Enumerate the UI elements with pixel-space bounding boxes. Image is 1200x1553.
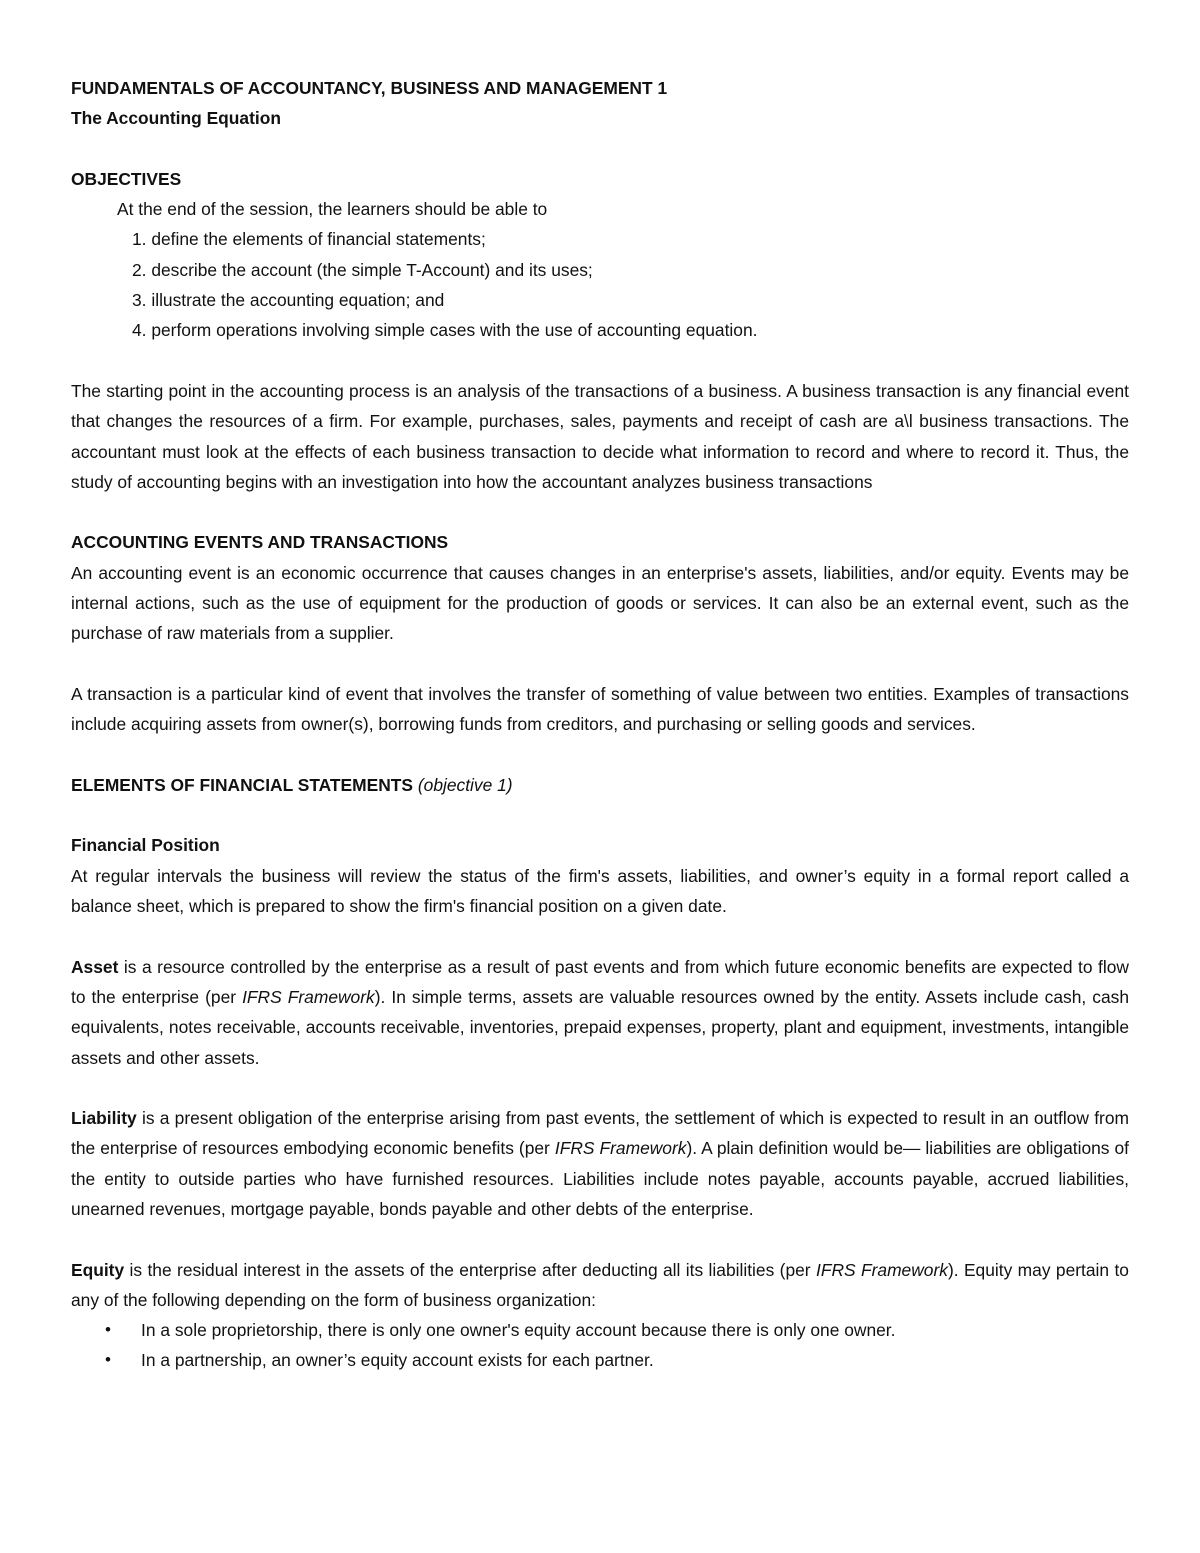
elements-heading-note: (objective 1) xyxy=(417,774,513,795)
spacer xyxy=(71,497,1129,527)
equity-paragraph xyxy=(71,1255,1129,1316)
equity-term: Equity xyxy=(71,1259,125,1280)
asset-text: is a resource controlled by the enterprise as a result of past events and from which future economic benefits are expected to flow to the enterprise (per xyxy=(71,956,1129,1007)
objective-item: 2. describe the account (the simple T-Account) and its uses; xyxy=(132,259,593,280)
transaction-paragraph: A transaction is a particular kind of event that involves the transfer of something of value between two entities. Examples of transactions include acquiring assets from owner(s), borrowing funds from creditors, and purchasing or selling goods and services. xyxy=(71,683,1129,735)
list-item xyxy=(71,1345,1129,1375)
asset-term: Asset xyxy=(71,956,119,977)
spacer xyxy=(71,740,1129,770)
spacer xyxy=(71,800,1129,830)
financial-position-heading: Financial Position xyxy=(71,835,220,856)
objectives-intro: At the end of the session, the learners should be able to xyxy=(117,199,548,220)
document-title: FUNDAMENTALS OF ACCOUNTANCY, BUSINESS AND MANAGEMENT 1 xyxy=(71,78,668,98)
events-heading: ACCOUNTING EVENTS AND TRANSACTIONS xyxy=(71,532,449,553)
objective-item: 4. perform operations involving simple cases with the use of accounting equation. xyxy=(132,320,758,341)
asset-paragraph xyxy=(71,952,1129,1073)
elements-heading xyxy=(71,770,1129,800)
liability-text: is a present obligation of the enterprise arising from past events, the settlement of which is expected to result in an outflow from the enterprise of resources embodying economic benefits (per xyxy=(71,1108,1129,1159)
bullet-icon: • xyxy=(105,1350,111,1370)
equity-bullet-list xyxy=(71,1315,1129,1376)
list-item xyxy=(71,1315,1129,1345)
asset-text-continued: ). In simple terms, assets are valuable resources owned by the entity. Assets include cash, cash equivalents, notes receivable, accounts receivable, inventories, prepaid expenses, property, plant and equipment, investments, intangible assets and other assets. xyxy=(71,986,1130,1068)
events-paragraph: An accounting event is an economic occurrence that causes changes in an enterprise's assets, liabilities, and/or equity. Events may be internal actions, such as the use of equipment for the production of goods or services. It can also be an external event, such as the purchase of raw materials from a supplier. xyxy=(71,562,1129,644)
liability-term: Liability xyxy=(71,1108,137,1129)
financial-position-paragraph: At regular intervals the business will review the status of the firm's assets, liabilities, and owner’s equity in a formal report called a balance sheet, which is prepared to show the firm's financial position on a given date. xyxy=(71,865,1129,917)
framework-reference: IFRS Framework xyxy=(242,986,375,1007)
bullet-text: In a partnership, an owner’s equity account exists for each partner. xyxy=(141,1350,654,1371)
equity-text: is the residual interest in the assets of the enterprise after deducting all its liabilities (per xyxy=(124,1259,816,1280)
objectives-list xyxy=(71,224,1129,345)
equity-text-continued: ). Equity may pertain to any of the following depending on the form of business organization: xyxy=(71,1259,1129,1310)
framework-reference: IFRS Framework xyxy=(815,1259,948,1280)
objective-item: 1. define the elements of financial statements; xyxy=(132,229,486,250)
spacer xyxy=(71,1224,1129,1254)
liability-paragraph xyxy=(71,1103,1129,1224)
spacer xyxy=(71,1073,1129,1103)
objective-item: 3. illustrate the accounting equation; and xyxy=(132,290,445,311)
liability-text-continued: ). A plain definition would be— liabilities are obligations of the entity to outside parties who have furnished resources. Liabilities include notes payable, accounts payable, accrued liabilities, unearned revenues, mortgage payable, bonds payable and other debts of the enterprise. xyxy=(71,1138,1129,1219)
elements-heading-text: ELEMENTS OF FINANCIAL STATEMENTS xyxy=(71,774,414,795)
framework-reference: IFRS Framework xyxy=(554,1138,687,1159)
bullet-icon: • xyxy=(105,1320,111,1340)
objectives-heading: OBJECTIVES xyxy=(71,168,182,189)
document-page xyxy=(71,73,1129,1376)
spacer xyxy=(71,134,1129,164)
spacer xyxy=(71,921,1129,951)
bullet-text: In a sole proprietorship, there is only one owner's equity account because there is only one owner. xyxy=(141,1320,896,1341)
spacer xyxy=(71,649,1129,679)
intro-paragraph: The starting point in the accounting process is an analysis of the transactions of a business. A business transaction is any financial event that changes the resources of a firm. For example, purchases, sales, payments and receipt of cash are a\l business transactions. The accountant must look at the effects of each business transaction to decide what information to record and where to record it. Thus, the study of accounting begins with an investigation into how the accountant analyzes business transactions xyxy=(71,380,1129,492)
spacer xyxy=(71,346,1129,376)
document-subtitle: The Accounting Equation xyxy=(71,108,281,129)
